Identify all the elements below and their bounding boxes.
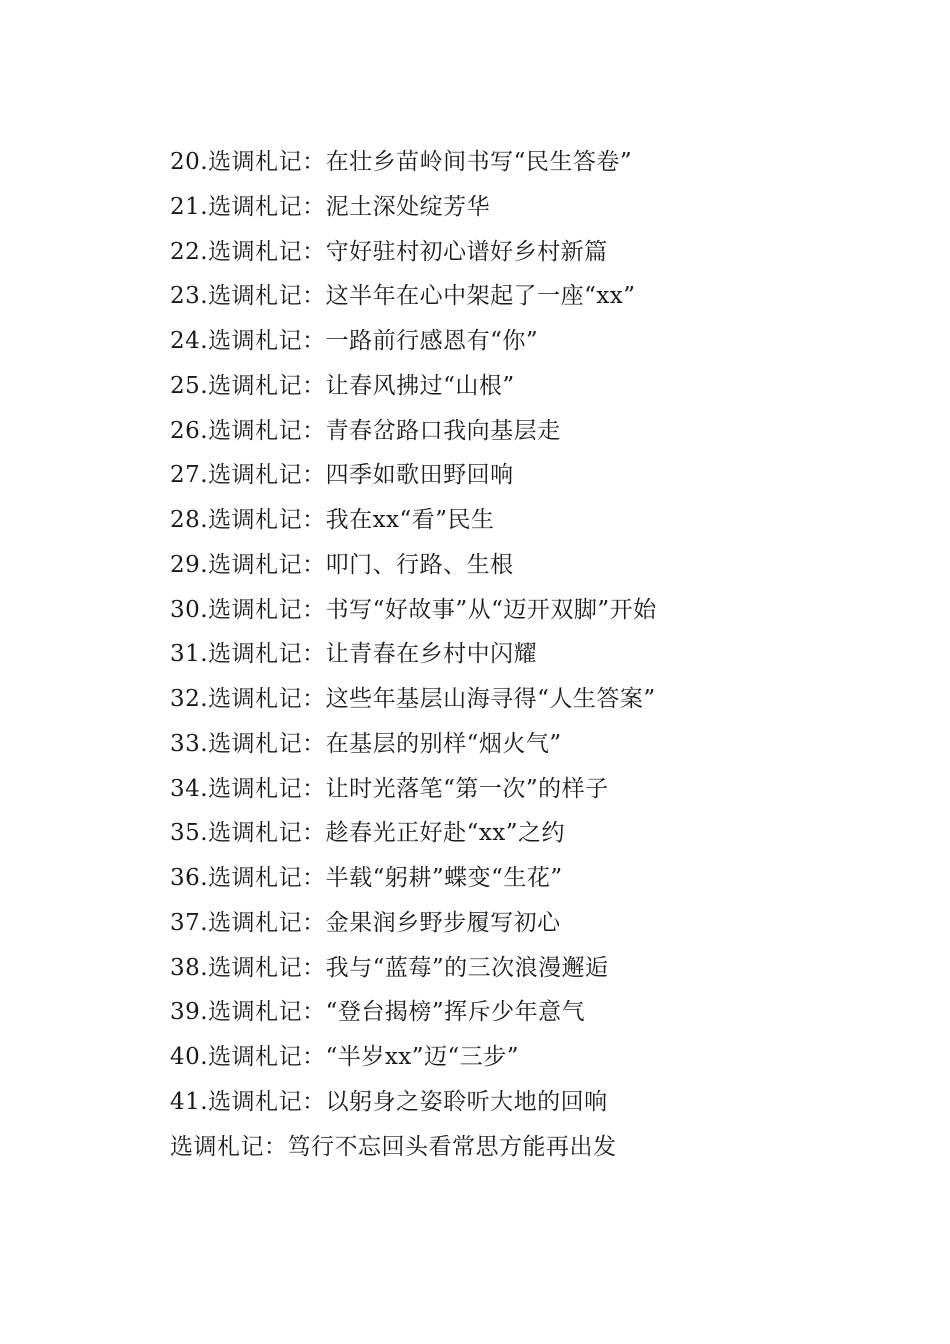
entry-number: 36. (170, 865, 209, 891)
toc-entry (170, 230, 890, 275)
toc-entry (170, 901, 890, 946)
toc-entry (170, 185, 890, 230)
entry-number: 27. (170, 462, 209, 489)
entry-number: 24. (170, 328, 209, 354)
entry-title: 选调札记：这半年在心中架起了一座“xx” (208, 283, 636, 310)
entry-title: 选调札记：这些年基层山海寻得“人生答案” (208, 686, 656, 712)
entry-number: 33. (170, 730, 209, 757)
entry-number: 29. (170, 551, 209, 578)
entry-title: 选调札记：四季如歌田野回响 (208, 462, 514, 489)
entry-number: 38. (170, 954, 209, 981)
toc-entry (170, 990, 890, 1035)
entry-number: 25. (170, 372, 209, 399)
entry-title: 选调札记：让青春在乡村中闪耀 (208, 641, 538, 668)
entry-title: 选调札记：半载“躬耕”蝶变“生花” (208, 865, 563, 891)
toc-entry (170, 588, 890, 633)
entry-number: 21. (170, 193, 209, 220)
entry-title: 选调札记：叩门、行路、生根 (208, 551, 514, 578)
toc-entry (170, 543, 890, 588)
toc-entry (170, 319, 890, 364)
entry-title: 选调札记：在壮乡苗岭间书写“民生答卷” (208, 149, 633, 175)
toc-entry (170, 140, 890, 185)
toc-entry (170, 722, 890, 767)
entry-title: 选调札记：青春岔路口我向基层走 (208, 417, 561, 444)
entry-title: 选调札记：趁春光正好赴“xx”之约 (208, 820, 566, 847)
toc-entry (170, 453, 890, 498)
entry-number: 35. (170, 820, 209, 847)
entry-number: 22. (170, 238, 209, 265)
entry-title: 选调札记：以躬身之姿聆听大地的回响 (208, 1088, 608, 1115)
toc-entry (170, 1035, 890, 1080)
entry-title: 选调札记：泥土深处绽芳华 (208, 193, 491, 220)
entry-number: 26. (170, 417, 209, 444)
toc-entry (170, 409, 890, 454)
entry-number: 40. (170, 1044, 209, 1070)
toc-entry (170, 1125, 890, 1170)
toc-entry (170, 946, 890, 991)
entry-title: 选调札记：“半岁xx”迈“三步” (208, 1044, 520, 1070)
entry-number: 20. (170, 149, 209, 175)
toc-entry (170, 498, 890, 543)
toc-list (170, 140, 890, 1169)
entry-title: 选调札记：让春风拂过“山根” (208, 372, 515, 399)
entry-title: 选调札记：在基层的别样“烟火气” (208, 730, 562, 757)
toc-entry (170, 632, 890, 677)
entry-title: 选调札记：一路前行感恩有“你” (208, 328, 539, 354)
entry-title: 选调札记：我在xx“看”民生 (208, 507, 495, 533)
toc-entry (170, 364, 890, 409)
entry-title: 选调札记：书写“好故事”从“迈开双脚”开始 (208, 596, 657, 623)
entry-number: 23. (170, 283, 209, 310)
entry-number: 39. (170, 999, 209, 1026)
entry-title: 选调札记：守好驻村初心谱好乡村新篇 (208, 238, 608, 265)
entry-title: 选调札记：“登台揭榜”挥斥少年意气 (208, 999, 586, 1026)
toc-entry (170, 1080, 890, 1125)
toc-entry (170, 856, 890, 901)
entry-number: 41. (170, 1088, 209, 1115)
entry-title: 选调札记：我与“蓝莓”的三次浪漫邂逅 (208, 954, 609, 981)
toc-entry (170, 274, 890, 319)
entry-title: 选调札记：让时光落笔“第一次”的样子 (208, 775, 609, 802)
entry-number: 34. (170, 775, 209, 802)
entry-number: 32. (170, 686, 209, 712)
entry-title: 选调札记：笃行不忘回头看常思方能再出发 (170, 1133, 617, 1160)
entry-title: 选调札记：金果润乡野步履写初心 (208, 909, 561, 936)
entry-number: 30. (170, 596, 209, 623)
entry-number: 28. (170, 507, 209, 533)
toc-entry (170, 677, 890, 722)
toc-entry (170, 811, 890, 856)
toc-entry (170, 767, 890, 812)
entry-number: 37. (170, 909, 209, 936)
entry-number: 31. (170, 641, 209, 668)
